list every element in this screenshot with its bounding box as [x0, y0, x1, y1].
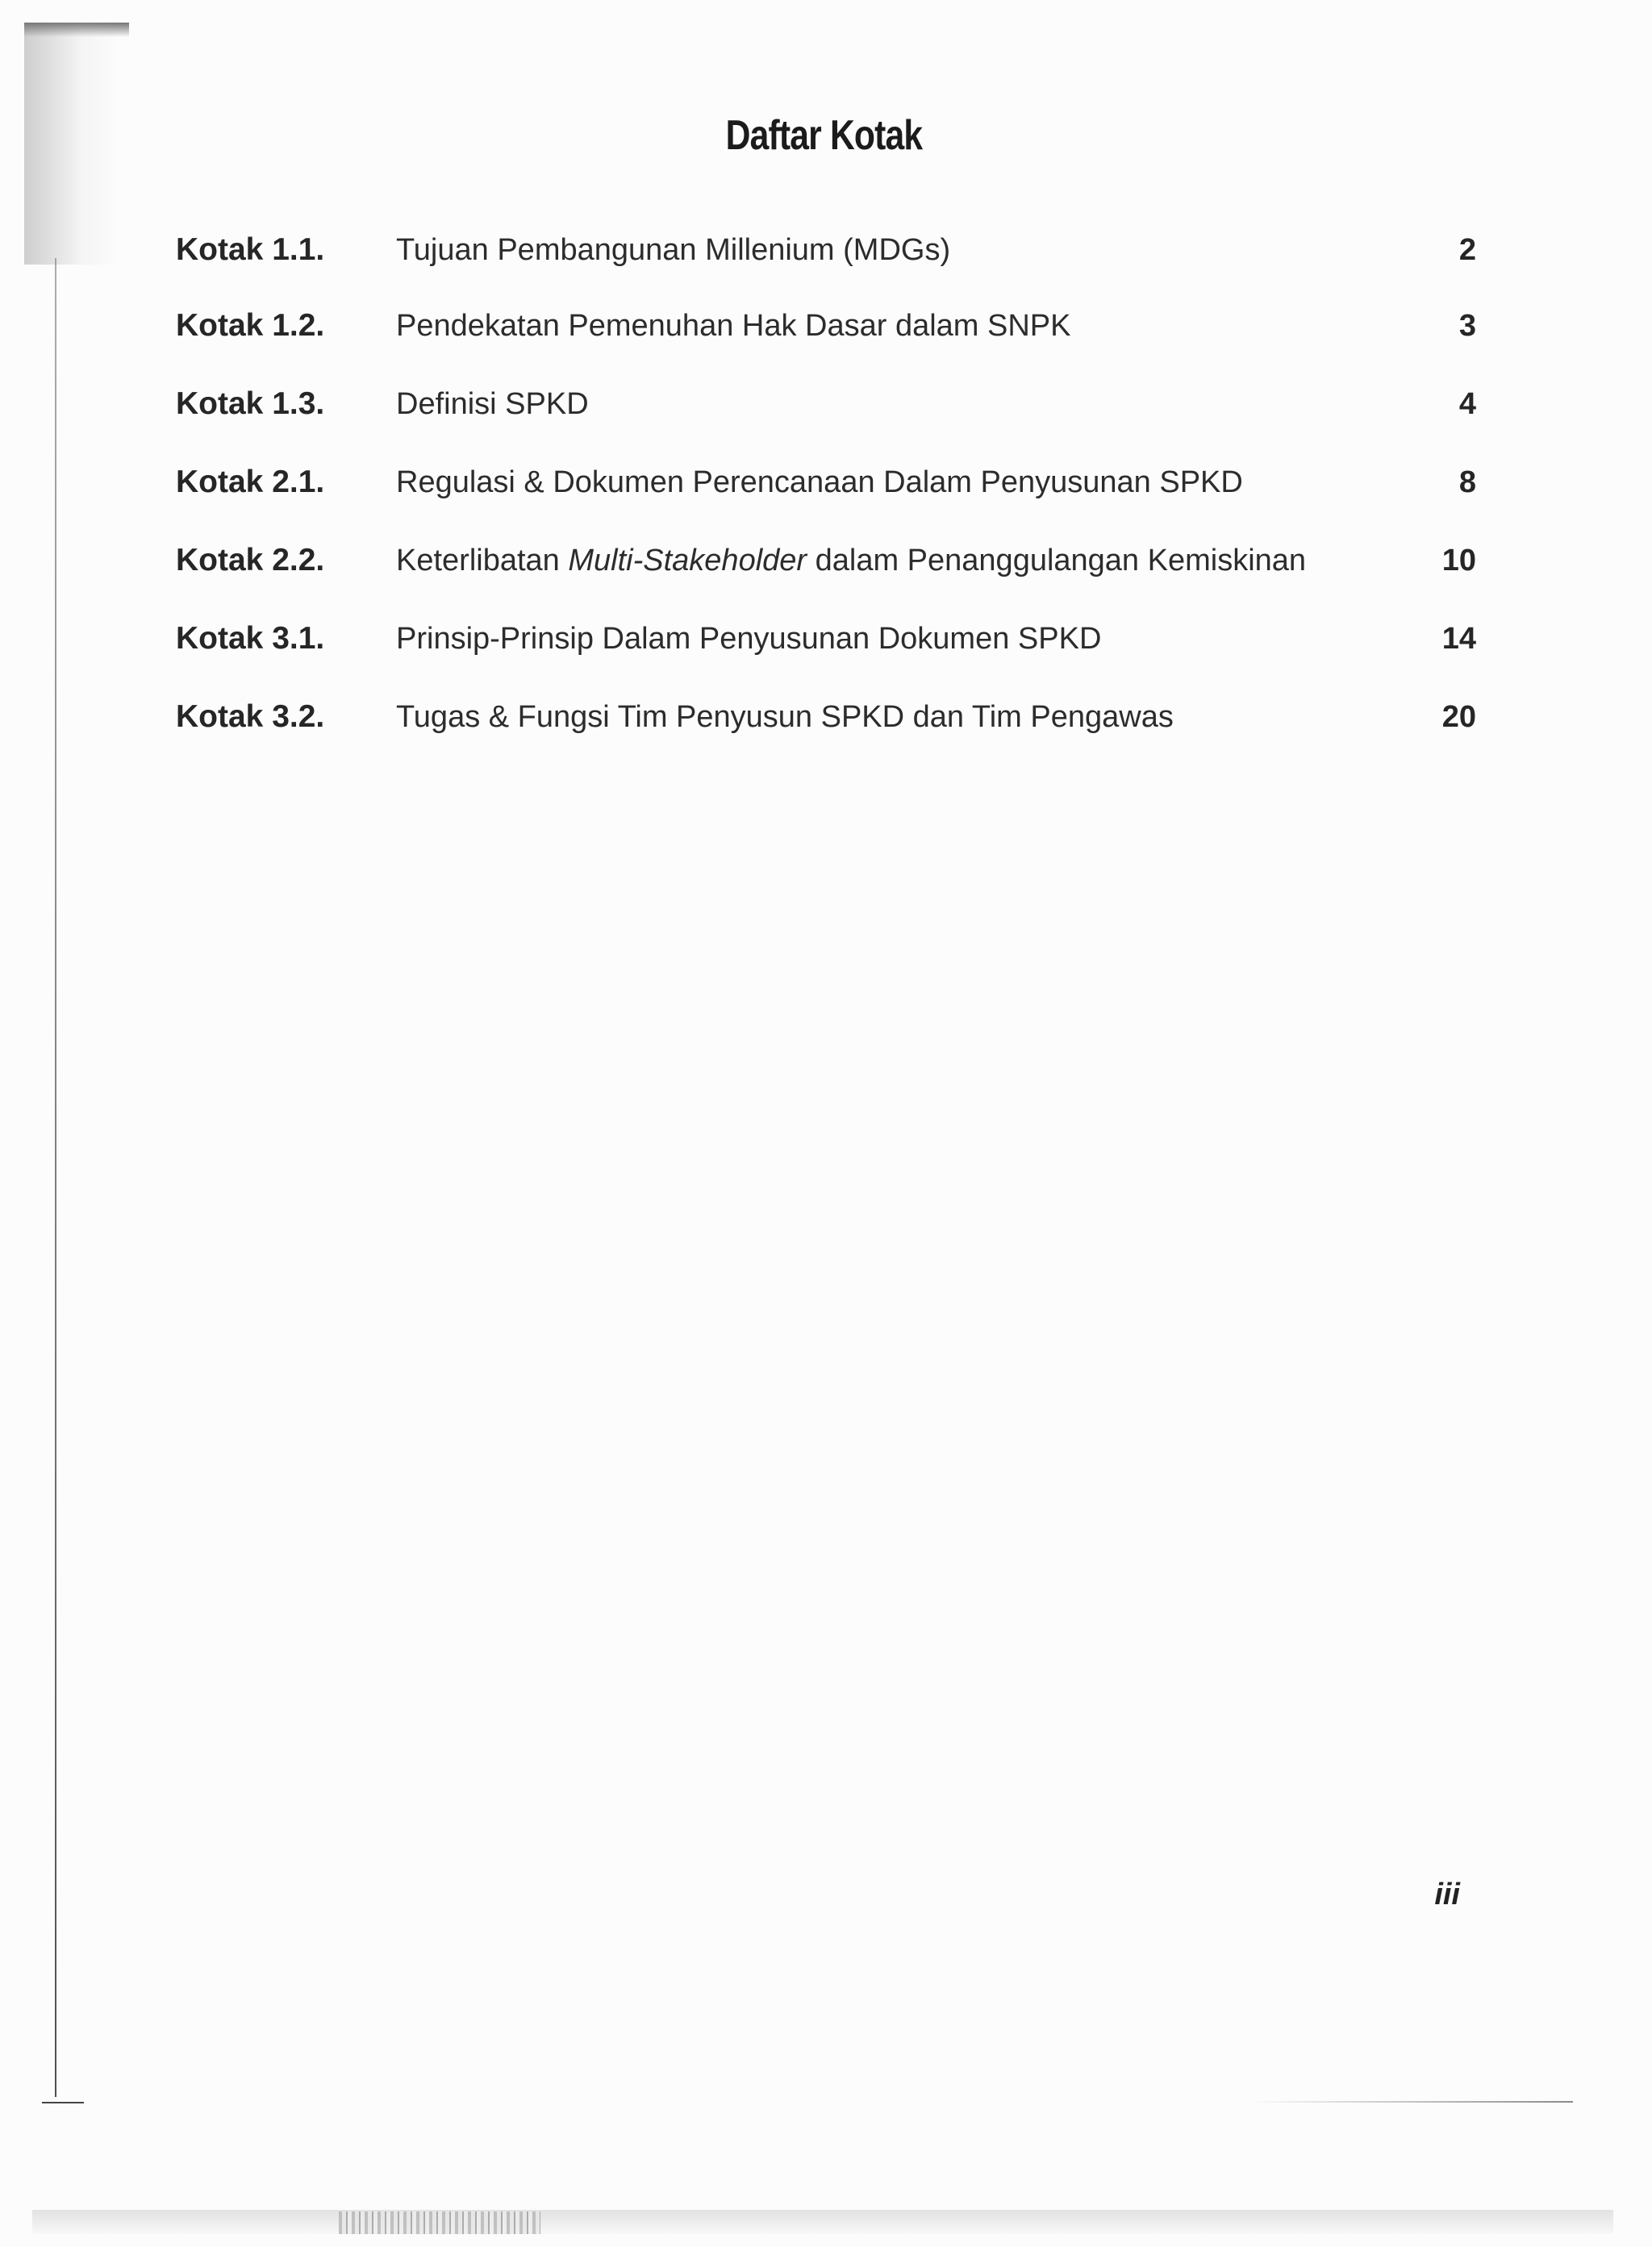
toc-entry[interactable] — [176, 699, 1476, 777]
toc-entry-label: Kotak 2.1. — [176, 465, 325, 499]
toc-entry-label: Kotak 1.3. — [176, 386, 325, 421]
box-list — [176, 232, 1476, 777]
toc-entry-title: Definisi SPKD — [396, 387, 589, 421]
toc-entry-label: Kotak 3.1. — [176, 621, 325, 656]
toc-entry[interactable] — [176, 465, 1476, 543]
toc-entry-title-part: Keterlibatan — [396, 544, 569, 577]
scan-binding-line — [55, 258, 56, 2097]
toc-entry-title: Regulasi & Dokumen Perencanaan Dalam Penyusunan SPKD — [396, 465, 1243, 499]
scan-binding-foot — [42, 2102, 84, 2103]
toc-entry-label: Kotak 1.1. — [176, 232, 325, 267]
scan-bottom-marks — [339, 2212, 540, 2234]
page-number: iii — [1434, 1878, 1460, 1911]
toc-entry-page: 3 — [1458, 309, 1476, 343]
toc-entry[interactable] — [176, 308, 1476, 386]
scan-binding-shadow — [24, 23, 121, 265]
toc-entry-title — [396, 544, 1412, 578]
toc-entry[interactable] — [176, 621, 1476, 699]
toc-entry-page: 4 — [1458, 387, 1476, 421]
toc-entry-title: Pendekatan Pemenuhan Hak Dasar dalam SNPK — [396, 309, 1071, 343]
toc-entry-title: Tujuan Pembangunan Millenium (MDGs) — [396, 233, 951, 267]
toc-entry-label: Kotak 3.2. — [176, 699, 325, 734]
toc-entry-title: Prinsip-Prinsip Dalam Penyusunan Dokumen SPKD — [396, 622, 1102, 656]
toc-entry-label: Kotak 2.2. — [176, 543, 325, 577]
toc-entry-title-part: dalam Penanggulangan Kemiskinan — [807, 544, 1307, 577]
toc-entry-label: Kotak 1.2. — [176, 308, 325, 343]
toc-entry-page: 20 — [1441, 700, 1476, 734]
toc-entry[interactable] — [176, 543, 1476, 621]
toc-entry-page: 8 — [1458, 465, 1476, 499]
toc-entry-title-italic: Multi-Stakeholder — [568, 544, 807, 577]
scan-bottom-rule — [1250, 2101, 1573, 2103]
toc-entry-page: 14 — [1441, 622, 1476, 656]
page-title: Daftar Kotak — [725, 112, 923, 159]
toc-entry-page: 2 — [1458, 233, 1476, 267]
scan-bottom-strip — [32, 2210, 1613, 2234]
toc-entry[interactable] — [176, 386, 1476, 465]
toc-entry-title: Tugas & Fungsi Tim Penyusun SPKD dan Tim Pengawas — [396, 700, 1174, 734]
toc-entry[interactable] — [176, 232, 1476, 308]
toc-entry-page: 10 — [1441, 544, 1476, 577]
